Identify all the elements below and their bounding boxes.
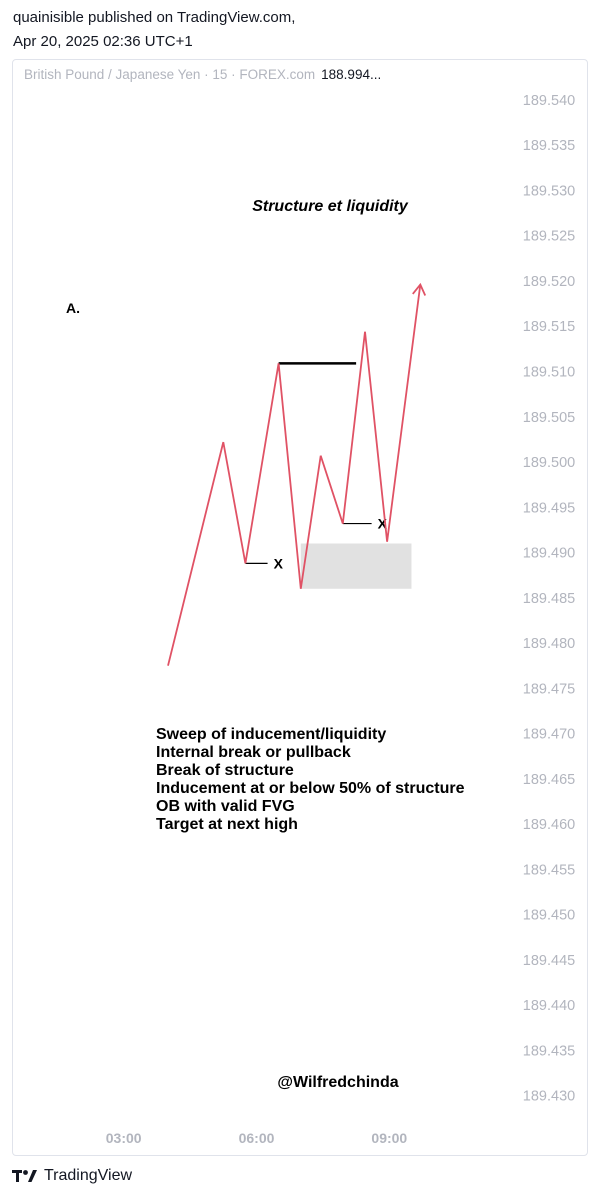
y-tick-label: 189.520 (522, 273, 576, 290)
symbol-price: 188.994... (321, 67, 382, 82)
author-watermark: @Wilfredchinda (277, 1074, 399, 1091)
y-tick-label: 189.535 (522, 138, 576, 155)
y-tick-label: 189.465 (522, 771, 576, 788)
y-tick-label: 189.525 (522, 228, 576, 245)
y-tick-label: 189.445 (522, 952, 576, 969)
y-tick-label: 189.505 (522, 409, 576, 426)
inducement-2-label: X (377, 515, 387, 532)
x-tick-label: 03:00 (105, 1130, 142, 1146)
note-line: Internal break or pullback (156, 744, 351, 761)
annotation-label: A. (66, 300, 80, 316)
x-tick-label: 09:00 (371, 1130, 408, 1146)
note-line: Target at next high (156, 816, 298, 833)
y-tick-label: 189.455 (522, 862, 576, 879)
y-tick-label: 189.460 (522, 817, 576, 834)
y-tick-label: 189.530 (522, 183, 576, 200)
y-tick-label: 189.475 (522, 681, 576, 698)
footer-branding[interactable] (12, 1167, 132, 1185)
y-tick-label: 189.440 (522, 998, 576, 1015)
publish-date: Apr 20, 2025 02:36 UTC+1 (13, 33, 193, 50)
y-tick-label: 189.450 (522, 907, 576, 924)
inducement-1-label: X (273, 555, 283, 572)
publisher-line: quainisible published on TradingView.com, (13, 9, 296, 26)
y-tick-label: 189.540 (522, 92, 576, 109)
symbol-name: British Pound / Japanese Yen · 15 · FOREX.com (24, 67, 316, 82)
tradingview-logo-icon (12, 1169, 38, 1183)
note-line: OB with valid FVG (156, 798, 295, 815)
y-tick-label: 189.495 (522, 500, 576, 517)
fvg-zone (301, 543, 412, 588)
x-tick-label: 06:00 (238, 1130, 275, 1146)
y-tick-label: 189.430 (522, 1088, 576, 1105)
y-tick-label: 189.480 (522, 636, 576, 653)
note-line: Sweep of inducement/liquidity (156, 726, 387, 743)
note-line: Break of structure (156, 762, 294, 779)
chart-title: Structure et liquidity (252, 198, 408, 215)
y-tick-label: 189.500 (522, 455, 576, 472)
y-tick-label: 189.470 (522, 726, 576, 743)
note-line: Inducement at or below 50% of structure (156, 780, 465, 797)
price-path-line (168, 285, 420, 666)
y-tick-label: 189.490 (522, 545, 576, 562)
y-tick-label: 189.435 (522, 1043, 576, 1060)
footer-brand: TradingView (44, 1167, 133, 1184)
y-tick-label: 189.510 (522, 364, 576, 381)
y-tick-label: 189.485 (522, 590, 576, 607)
y-tick-label: 189.515 (522, 319, 576, 336)
